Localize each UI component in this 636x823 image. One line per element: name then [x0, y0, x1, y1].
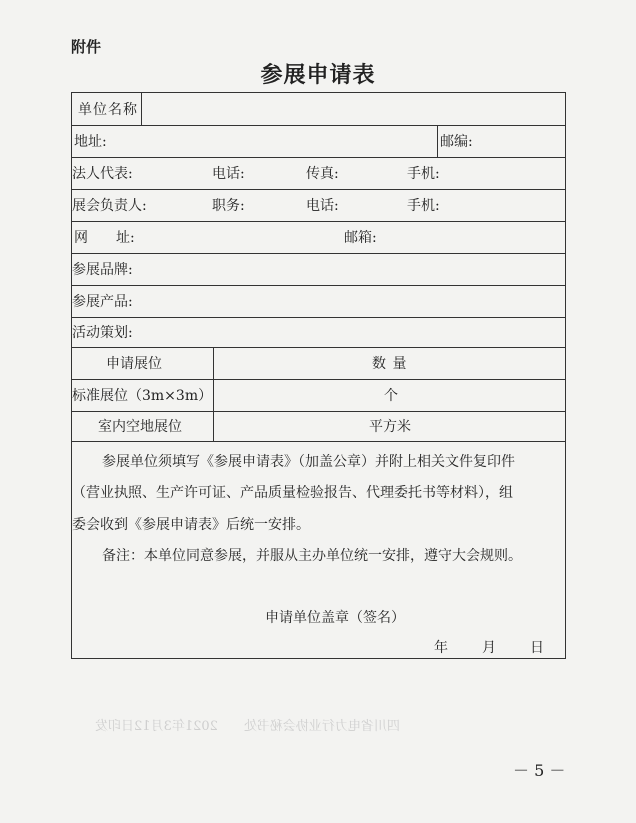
row-divider: [72, 441, 565, 442]
indoor-space-label: 室内空地展位: [98, 419, 182, 435]
products-field[interactable]: [142, 286, 566, 317]
instructions-line-3: 委会收到《参展申请表》后统一安排。: [72, 517, 310, 533]
year-label: 年: [434, 640, 448, 656]
exhibit-manager-label: 展会负责人:: [72, 198, 147, 214]
standard-booth-unit: 个: [384, 388, 398, 404]
email-label: 邮箱:: [344, 230, 377, 246]
stamp-label: 申请单位盖章（签名）: [265, 610, 405, 626]
page-title: 参展申请表: [260, 63, 376, 88]
unit-name-field[interactable]: [142, 94, 566, 125]
booth-header: 申请展位: [106, 356, 162, 372]
activities-field[interactable]: [142, 318, 566, 347]
website-field[interactable]: [142, 222, 566, 253]
standard-booth-quantity[interactable]: [214, 380, 566, 411]
brand-field[interactable]: [142, 254, 566, 285]
phone2-label: 电话:: [306, 198, 339, 214]
legal-rep-label: 法人代表:: [72, 166, 133, 182]
phone-label: 电话:: [212, 166, 245, 182]
stamp-area[interactable]: [252, 598, 452, 628]
manager-field[interactable]: [156, 190, 566, 221]
brand-label: 参展品牌:: [72, 262, 133, 278]
indoor-space-quantity[interactable]: [214, 412, 566, 441]
indoor-space-unit: 平方米: [369, 419, 411, 435]
instructions-line-1: 参展单位须填写《参展申请表》（加盖公章）并附上相关文件复印件: [102, 454, 515, 470]
remark: 备注：本单位同意参展，并服从主办单位统一安排，遵守大会规则。: [102, 548, 522, 564]
standard-booth-label: 标准展位（3m×3m）: [72, 388, 213, 404]
attachment-label: 附件: [71, 38, 102, 56]
postcode-label: 邮编:: [440, 134, 473, 150]
instructions-line-2: （营业执照、生产许可证、产品质量检验报告、代理委托书等材料），组: [72, 485, 513, 501]
mobile-label: 手机:: [407, 166, 440, 182]
day-label: 日: [530, 640, 544, 656]
address-field[interactable]: [112, 126, 436, 157]
contact-field[interactable]: [142, 158, 566, 189]
quantity-header: 数 量: [372, 356, 408, 372]
row-divider: [72, 347, 565, 348]
position-label: 职务:: [212, 198, 245, 214]
bleed-through-text: 四川省电力行业协会秘书处 2021年3月12日印发: [95, 719, 400, 734]
page-number: － 5 －: [513, 761, 566, 780]
month-label: 月: [482, 640, 496, 656]
column-divider: [437, 125, 438, 157]
address-label: 地址:: [74, 134, 107, 150]
fax-label: 传真:: [306, 166, 339, 182]
unit-name-label: 单位名称: [78, 102, 138, 118]
website-label: 网 址:: [74, 230, 135, 246]
activities-label: 活动策划:: [72, 325, 133, 341]
postcode-field[interactable]: [480, 126, 566, 157]
products-label: 参展产品:: [72, 294, 133, 310]
application-form: [71, 92, 566, 659]
mobile2-label: 手机:: [407, 198, 440, 214]
